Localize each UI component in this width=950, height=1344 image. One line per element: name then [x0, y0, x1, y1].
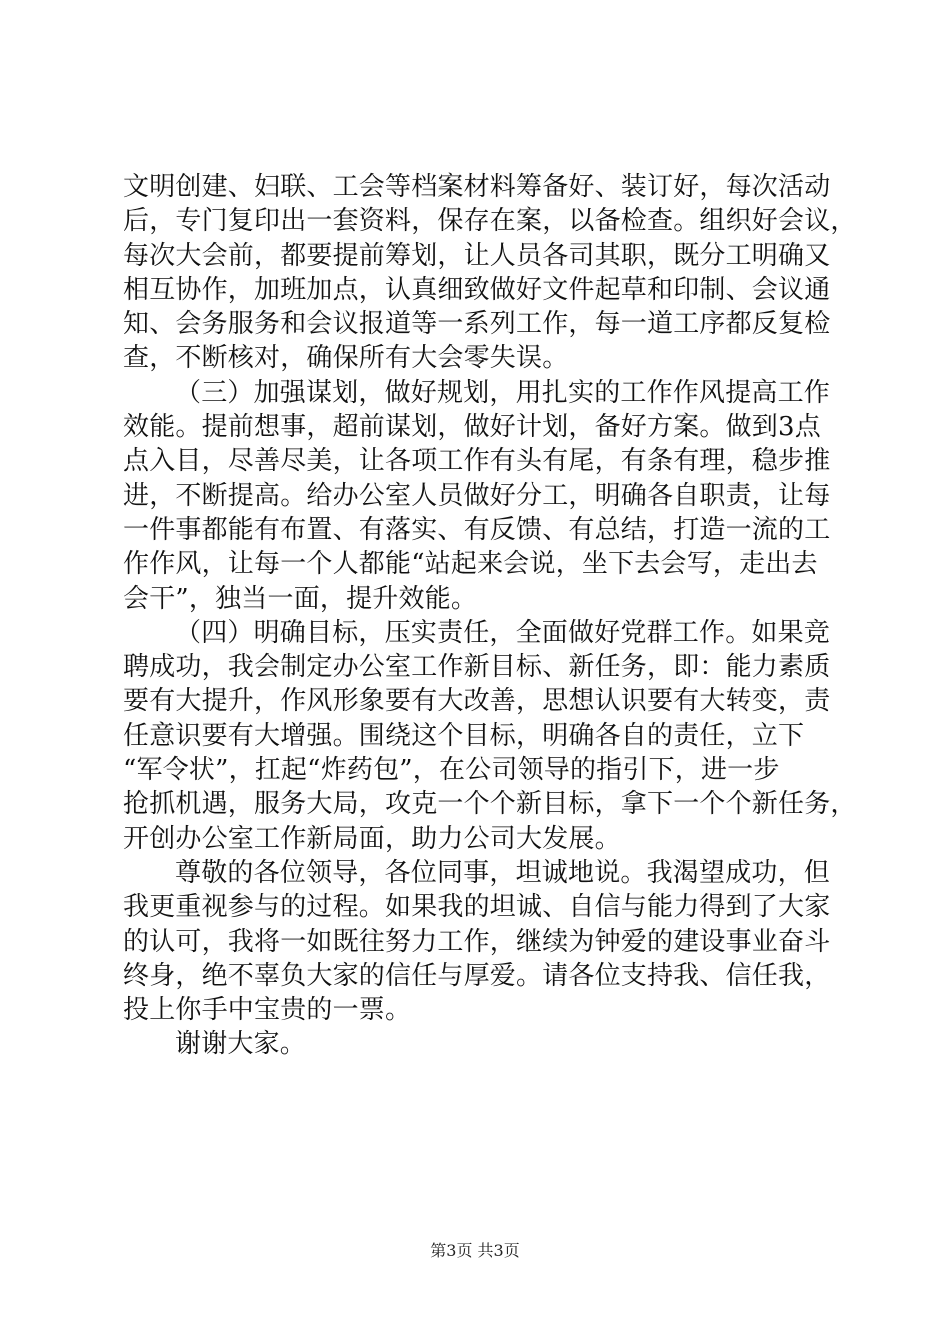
document-body: [123, 170, 857, 1062]
text-line: 终身，绝不辜负大家的信任与厚爱。请各位支持我、信任我，: [123, 960, 831, 991]
text-line: 作作风，让每一个人都能“站起来会说，坐下去会写，走出去: [123, 549, 818, 580]
paragraph: [123, 170, 857, 376]
text-line: 每次大会前，都要提前筹划，让人员各司其职，既分工明确又: [123, 240, 831, 271]
text-line: 点入目，尽善尽美，让各项工作有头有尾，有条有理，稳步推: [123, 446, 831, 477]
text-line: 效能。提前想事，超前谋划，做好计划，备好方案。做到3点: [123, 412, 821, 443]
text-line: 尊敬的各位领导，各位同事，坦诚地说。我渴望成功，但: [175, 857, 831, 888]
text-line: 会干”，独当一面，提升效能。: [123, 583, 478, 614]
text-line: （四）明确目标，压实责任，全面做好党群工作。如果竞: [175, 617, 831, 648]
paragraph: [123, 856, 835, 1027]
text-line: 后，专门复印出一套资料，保存在案，以备检查。组织好会议，: [123, 206, 857, 237]
text-line: 聘成功，我会制定办公室工作新目标、新任务，即：能力素质: [123, 652, 831, 683]
text-line: “军令状”，扛起“炸药包”，在公司领导的指引下，进一步: [123, 755, 780, 786]
text-line: 进，不断提高。给办公室人员做好分工，明确各自职责，让每: [123, 480, 831, 511]
text-line: 知、会务服务和会议报道等一系列工作，每一道工序都反复检: [123, 309, 831, 340]
text-line: 我更重视参与的过程。如果我的坦诚、自信与能力得到了大家: [123, 892, 831, 923]
text-line: 谢谢大家。: [175, 1029, 307, 1060]
page-footer: 第3页 共3页: [430, 1241, 520, 1260]
text-line: 抢抓机遇，服务大局，攻克一个个新目标，拿下一个个新任务，: [123, 789, 857, 820]
paragraph: [123, 376, 835, 616]
paragraph: [123, 616, 857, 856]
text-line: 文明创建、妇联、工会等档案材料筹备好、装订好，每次活动: [123, 172, 831, 202]
text-line: 相互协作，加班加点，认真细致做好文件起草和印制、会议通: [123, 274, 831, 305]
text-line: 任意识要有大增强。围绕这个目标，明确各自的责任，立下: [123, 720, 805, 751]
text-line: 开创办公室工作新局面，助力公司大发展。: [123, 823, 621, 854]
text-line: 查，不断核对，确保所有大会零失误。: [123, 343, 569, 374]
text-line: 一件事都能有布置、有落实、有反馈、有总结，打造一流的工: [123, 514, 831, 545]
paragraph: [123, 1027, 835, 1061]
text-line: 要有大提升，作风形象要有大改善，思想认识要有大转变，责: [123, 686, 831, 717]
text-line: （三）加强谋划，做好规划，用扎实的工作作风提高工作: [175, 377, 831, 408]
text-line: 的认可，我将一如既往努力工作，继续为钟爱的建设事业奋斗: [123, 926, 831, 957]
text-line: 投上你手中宝贵的一票。: [123, 995, 412, 1026]
